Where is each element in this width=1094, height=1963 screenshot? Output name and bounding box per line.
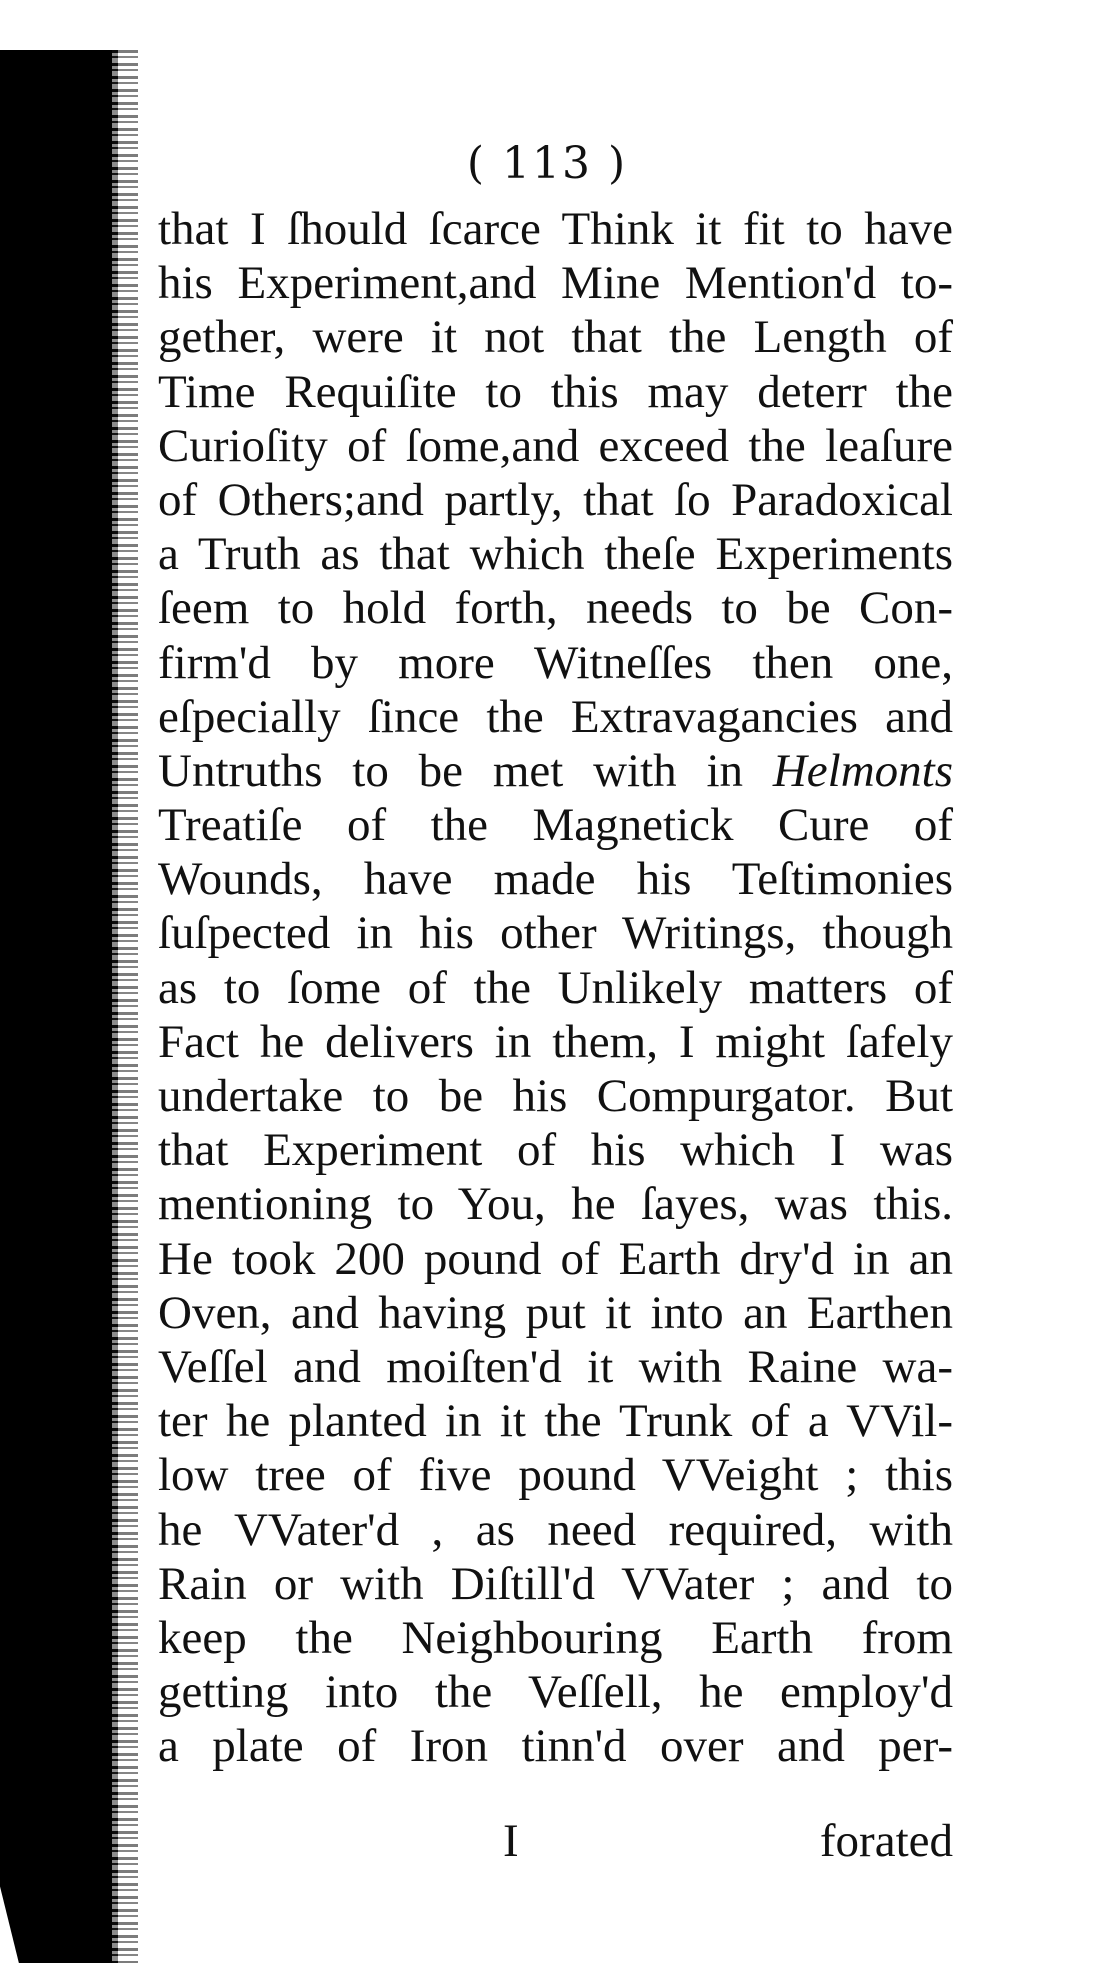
text-line: Rain or with Diſtill'd VVater ; and to: [158, 1557, 953, 1610]
text-line: Fact he delivers in them, I might ſafely: [158, 1015, 953, 1068]
text-line: low tree of five pound VVeight ; this: [158, 1449, 953, 1502]
text-line: mentioning to You, he ſayes, was this.: [158, 1178, 953, 1231]
text-line-segment: Untruths to be met with in: [158, 744, 744, 797]
text-line: eſpecially ſince the Extravagancies and: [158, 690, 953, 743]
text-line: ſeem to hold forth, needs to be Con-: [158, 582, 953, 635]
text-line: that Experiment of his which I was: [158, 1124, 953, 1177]
text-line: Oven, and having put it into an Earthen: [158, 1286, 953, 1339]
text-line: Wounds, have made his Teſtimonies: [158, 853, 953, 906]
text-line: firm'd by more Witneſſes then one,: [158, 636, 953, 689]
text-line: he VVater'd , as need required, with: [158, 1503, 953, 1556]
page-number: ( 113 ): [466, 138, 628, 189]
text-line: of Others;and partly, that ſo Paradoxical: [158, 473, 953, 526]
text-line: ſuſpected in his other Writings, though: [158, 907, 953, 960]
text-line: that I ſhould ſcarce Think it fit to have: [158, 203, 953, 255]
text-line: Time Requiſite to this may deterr the: [158, 365, 953, 418]
text-line: ter he planted in it the Trunk of a VVil-: [158, 1395, 953, 1448]
text-line: gether, were it not that the Length of: [158, 311, 953, 364]
text-line-with-italic: [158, 744, 953, 798]
catchword: forated: [819, 1815, 953, 1867]
text-line: keep the Neighbouring Earth from: [158, 1611, 953, 1664]
page-footer: [158, 1814, 953, 1870]
text-line: Curioſity of ſome,and exceed the leaſure: [158, 419, 953, 472]
signature-mark: I: [503, 1815, 519, 1867]
text-line: Veſſel and moiſten'd it with Raine wa-: [158, 1340, 953, 1393]
text-line: a plate of Iron tinn'd over and per-: [158, 1720, 953, 1773]
gutter-edge-shadow: [112, 50, 138, 1963]
text-line: a Truth as that which theſe Experiments: [158, 528, 953, 581]
text-line: He took 200 pound of Earth dry'd in an: [158, 1232, 953, 1285]
text-line: his Experiment,and Mine Mention'd to-: [158, 257, 953, 310]
text-line: getting into the Veſſell, he employ'd: [158, 1666, 953, 1719]
italic-name: Helmonts: [772, 744, 954, 797]
binding-gutter: [0, 50, 118, 1963]
text-line: as to ſome of the Unlikely matters of: [158, 961, 953, 1014]
body-text: [158, 202, 953, 1773]
text-line: undertake to be his Compurgator. But: [158, 1070, 953, 1122]
text-line: Treatiſe of the Magnetick Cure of: [158, 799, 953, 852]
